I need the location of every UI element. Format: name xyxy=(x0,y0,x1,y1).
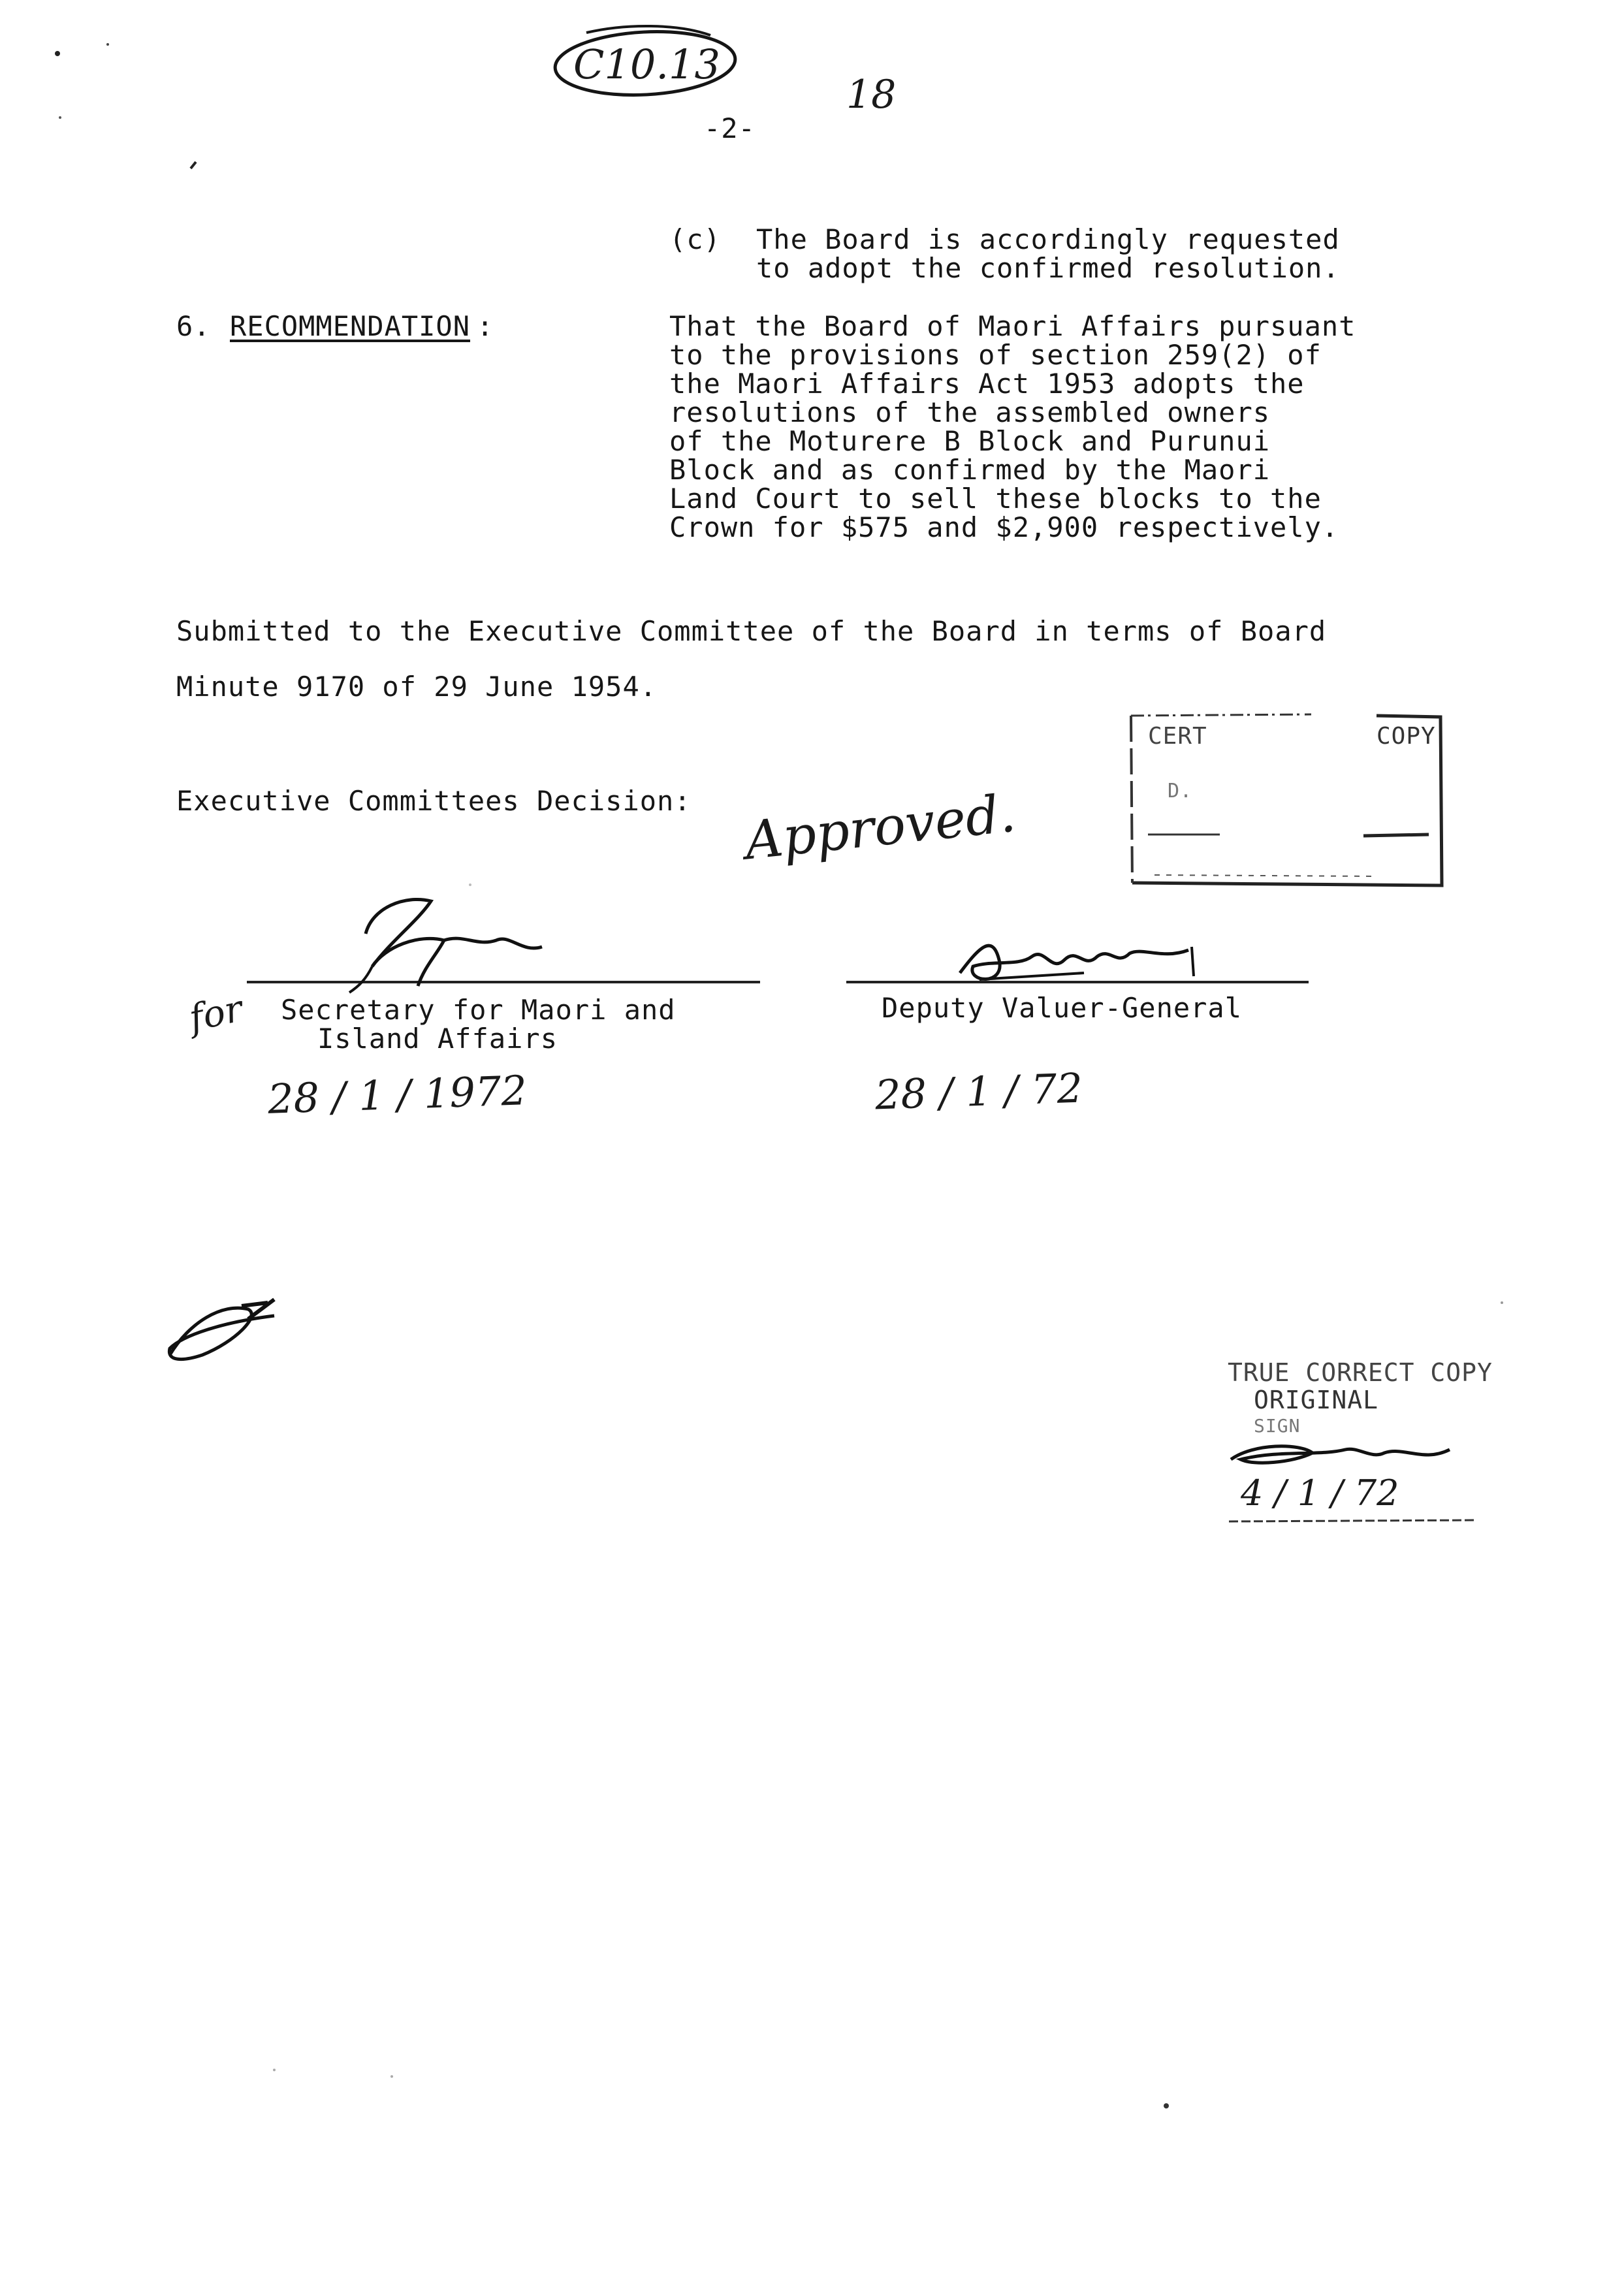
right-signatory-title: Deputy Valuer-General xyxy=(882,992,1243,1024)
stamp-bottom-line-2: ORIGINAL xyxy=(1254,1386,1379,1414)
stamp-bottom-line-1: TRUE CORRECT COPY xyxy=(1228,1358,1493,1387)
stamp-bottom-signature xyxy=(1228,1430,1463,1476)
certified-copy-stamp xyxy=(1128,712,1444,889)
recommendation-line: to the provisions of section 259(2) of xyxy=(669,339,1322,371)
stamp-right-text: COPY xyxy=(1377,723,1436,750)
recommendation-heading: RECOMMENDATION xyxy=(230,310,471,342)
recommendation-line: Block and as confirmed by the Maori xyxy=(669,454,1271,486)
correct-copy-stamp xyxy=(1228,1339,1493,1535)
stamp-left-text: CERT xyxy=(1148,723,1207,750)
recommendation-body xyxy=(669,312,1356,542)
file-reference: C10.13 xyxy=(573,40,720,88)
recommendation-line: That the Board of Maori Affairs pursuant xyxy=(669,310,1356,342)
stamp-bottom-line-3: SIGN xyxy=(1254,1415,1301,1437)
right-signatory-date: 28 / 1 / 72 xyxy=(874,1064,1084,1119)
stamp-mid-text: D. xyxy=(1168,780,1193,803)
initials-mark xyxy=(163,1296,281,1368)
recommendation-colon: : xyxy=(477,310,494,342)
stamp-bottom-underline xyxy=(1228,1515,1489,1528)
recommendation-line: Land Court to sell these blocks to the xyxy=(669,483,1322,515)
recommendation-line: Crown for $575 and $2,900 respectively. xyxy=(669,511,1339,543)
item-c-line-1: The Board is accordingly requested xyxy=(756,223,1340,255)
submission-line-2: Minute 9170 of 29 June 1954. xyxy=(176,671,658,703)
recommendation-line: the Maori Affairs Act 1953 adopts the xyxy=(669,368,1305,400)
folio-number: 18 xyxy=(846,72,897,118)
left-signatory-prefix: for xyxy=(185,987,247,1040)
item-c-line-2: to adopt the confirmed resolution. xyxy=(756,252,1340,284)
right-signature-scrawl xyxy=(953,921,1202,993)
left-signatory-title-2: Island Affairs xyxy=(317,1023,558,1055)
recommendation-number: 6. xyxy=(176,310,211,342)
left-signature-scrawl xyxy=(346,895,555,993)
left-signatory-date: 28 / 1 / 1972 xyxy=(266,1066,528,1123)
page-number: -2- xyxy=(704,112,756,144)
decision-label: Executive Committees Decision: xyxy=(176,785,692,817)
decision-handwritten: Approved. xyxy=(742,782,1019,872)
recommendation-line: resolutions of the assembled owners xyxy=(669,396,1271,428)
left-signatory-title-1: Secretary for Maori and xyxy=(281,994,676,1026)
recommendation-line: of the Moturere B Block and Purunui xyxy=(669,425,1271,457)
stamp-bottom-date: 4 / 1 / 72 xyxy=(1241,1472,1399,1514)
submission-line-1: Submitted to the Executive Committee of the Board in terms of Board xyxy=(176,615,1327,647)
item-c-label: (c) xyxy=(669,223,721,255)
file-reference-circle xyxy=(547,21,743,99)
